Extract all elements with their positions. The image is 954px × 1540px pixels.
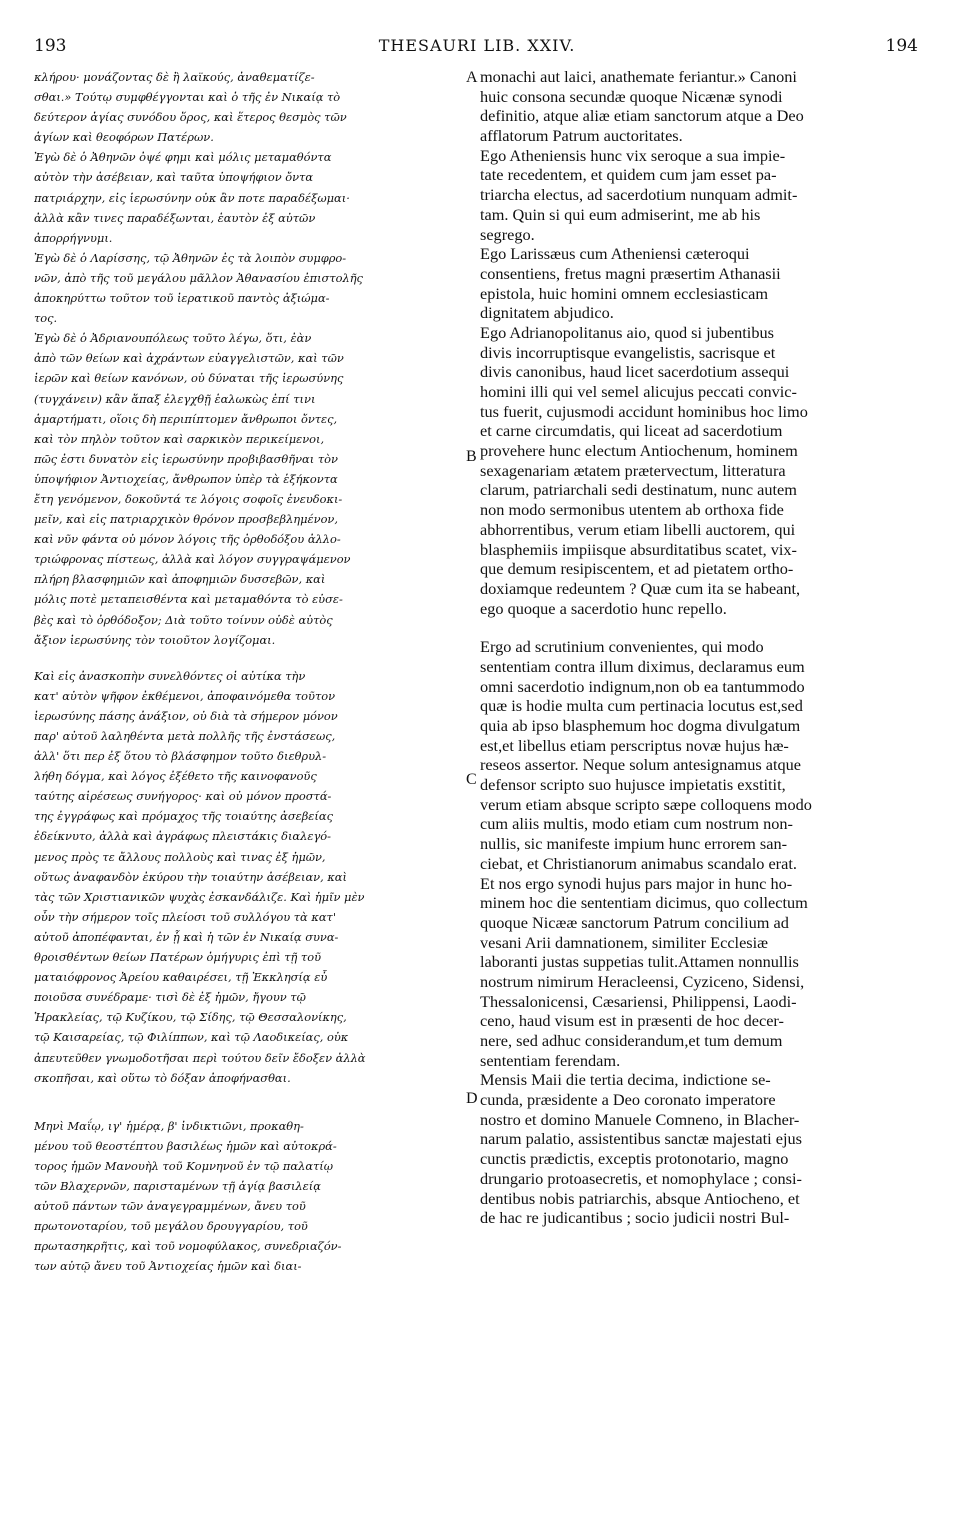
latin-text-line: Ego Atheniensis hunc vix seroque a sua impie- — [480, 145, 786, 165]
latin-text-line: non modo sermonibus utentem ab orthoxa fide — [480, 500, 784, 520]
greek-text-line: ἐδείκνυτο, ἀλλὰ καὶ ἀγράφως πλειστάκις διαλεγό- — [34, 829, 331, 844]
latin-text-line: Ego Larissæus cum Atheniensi cæteroqui — [480, 244, 750, 264]
latin-text-line: huic consona secundæ quoque Nicænæ synodi — [480, 86, 783, 106]
greek-text-line: Ἐγὼ δὲ ὁ Ἀθηνῶν ὀψέ φημι καὶ μόλις μεταμαθόντα — [34, 150, 332, 165]
latin-text-line: definitio, atque aliæ etiam sanctorum atque a Deo — [480, 106, 804, 126]
latin-text-line: laboranti justas suppetias tulit.Attamen nonnullis — [480, 952, 799, 972]
latin-text-line: reseos assertor. Neque solum antesignamus atque — [480, 755, 802, 775]
greek-text-line: πλήρη βλασφημιῶν καὶ ἀποφημιῶν δυσσεβῶν, καὶ — [34, 572, 326, 587]
greek-text-line: Ἐγὼ δὲ ὁ Ἀδριανουπόλεως τοῦτο λέγω, ὅτι, ἐὰν — [34, 331, 312, 346]
latin-text-line: minem hoc die sententiam dicimus, quo collectum — [480, 893, 808, 913]
latin-text-line: Mensis Maii die tertia decima, indictione se- — [480, 1070, 771, 1090]
greek-text-line: Ἐγὼ δὲ ὁ Λαρίσσης, τῷ Ἀθηνῶν ἐς τὰ λοιπὸν συμφρο- — [34, 250, 347, 265]
greek-text-line: της ἐγγράφως καὶ πρόμαχος τῆς τοιαύτης ἀσεβείας — [34, 809, 333, 824]
greek-text-line: πατριάρχην, εἰς ἱερωσύνην οὐκ ἂν ποτε παραδέξωμαι· — [34, 190, 350, 205]
greek-text-line: τριώφρονας πίστεως, ἀλλὰ καὶ λόγον συγγραψάμενον — [34, 552, 351, 567]
latin-text-line: blasphemiis impiisque absurditatibus scatet, vix- — [480, 539, 797, 559]
latin-text-line: divis canonibus, haud licet sacerdotium assequi — [480, 362, 790, 382]
latin-text-line: Et nos ergo synodi hujus pars major in hunc ho- — [480, 873, 793, 893]
greek-text-line: αὐτοῦ πάντων τῶν ἀναγεγραμμένων, ἄνευ τοῦ — [34, 1199, 306, 1214]
greek-text-line: ταύτης αἱρέσεως συνήγορος· καὶ οὐ μόνον προστά- — [34, 789, 332, 804]
latin-text-line: dignitatem abjudico. — [480, 303, 614, 323]
margin-marker-d: D — [466, 1090, 478, 1107]
latin-text-line: nere, sed adhuc considerandum,et tum demum — [480, 1031, 783, 1050]
greek-text-line: μενος πρὸς τε ἄλλους πολλοὺς καὶ τινας ἐξ ἡμῶν, — [34, 849, 326, 864]
greek-text-line: δεύτερον ἁγίας συνόδου ὅρος, καὶ ἕτερος θεσμὸς τῶν — [34, 110, 347, 125]
latin-text-line: que demum resipiscentem, et ad pietatem ortho- — [480, 559, 794, 579]
latin-text-line: abhorrentibus, verum etiam libelli auctorem, qui — [480, 519, 796, 539]
greek-text-line: αὐτὸν τὴν ἀσέβειαν, καὶ ταῦτα ὑποψήφιον ὄντα — [34, 170, 314, 185]
latin-paragraph — [480, 244, 920, 323]
latin-text-line: clarum, patriarchali sedi destinatum, nunc autem — [480, 480, 797, 500]
greek-text-line: ἱερωσύνης πάσης ἀνάξιον, οὐ διὰ τὰ σήμερον μόνον — [34, 708, 338, 723]
right-page-number: 194 — [885, 36, 918, 56]
latin-text-line: dentibus nobis patriarchis, absque Antiocheno, et — [480, 1188, 800, 1208]
greek-text-line: ἀπορρήγνυμι. — [34, 230, 113, 245]
latin-text-line: segrego. — [480, 224, 535, 244]
latin-text-line: consentiens, fretus magni præsertim Athanasii — [480, 263, 781, 283]
greek-text-line: Μηνὶ Μαΐῳ, ιγ' ἡμέρᾳ, β' ἰνδικτιῶνι, προκαθη- — [34, 1118, 304, 1133]
greek-text-line: πῶς ἐστι δυνατὸν εἰς ἱερωσύνην προβιβασθῆναι τὸν — [34, 451, 338, 466]
latin-text-line: Thessalonicensi, Cæsariensi, Philippensi, Laodi- — [480, 991, 797, 1011]
greek-text-line: ἀλλὰ κἂν τινες παραδέξωνται, ἑαυτὸν ἐξ αὐτῶν — [34, 210, 316, 225]
latin-text-line: cunctis prædictis, exceptis protonotario, magno — [480, 1149, 789, 1169]
latin-text-line: provehere hunc electum Antiochenum, hominem — [480, 441, 798, 461]
greek-paragraph — [34, 67, 474, 147]
latin-paragraph — [480, 146, 920, 244]
greek-text-line: νῶν, ἀπὸ τῆς τοῦ μεγάλου μᾶλλον Ἀθανασίου ἐπιστολῆς — [34, 270, 363, 285]
greek-text-line: πρωτονοταρίου, τοῦ μεγάλου δρουγγαρίου, τοῦ — [34, 1219, 308, 1234]
latin-text-line: tam. Quin si qui eum admiserint, me ab his — [480, 204, 761, 224]
latin-paragraph — [480, 637, 920, 1070]
greek-text-line: οὖν τὴν σήμερον τοῖς πλείοσι τοῦ συλλόγου τὰ κατ' — [34, 909, 336, 924]
latin-text-line: cunda, præsidente a Deo coronato imperatore — [480, 1090, 776, 1110]
greek-paragraph — [34, 147, 474, 247]
greek-text-line: ἀπὸ τῶν θείων καὶ ἀχράντων εὐαγγελιστῶν, καὶ τῶν — [34, 351, 344, 366]
latin-text-line: Ego Adrianopolitanus aio, quod si jubentibus — [480, 322, 774, 342]
latin-text-line: ego quoque a sacerdotio hunc repello. — [480, 598, 727, 618]
latin-text-line: nostrum nimirum Heracleensi, Cyziceno, Sidensi, — [480, 971, 805, 991]
latin-text-line: sententiam ferendam. — [480, 1050, 621, 1070]
greek-text-line: ἀπευτεῦθεν γνωμοδοτῆσαι περὶ τούτου δεῖν ἔδοξεν ἀλλὰ — [34, 1050, 366, 1065]
greek-text-line: ὑποψήφιον Ἀντιοχείας, ἄνθρωπον ὑπὲρ τὰ ἑξήκοντα — [34, 471, 338, 486]
page-header — [0, 36, 954, 58]
running-title: THESAURI LIB. XXIV. — [378, 36, 576, 55]
greek-text-line: βὲς καὶ τὸ ὀρθόδοξον; Διὰ τοῦτο τοίνυν οὐδὲ αὐτὸς — [34, 612, 333, 627]
greek-text-line: ἀποκηρύττω τοῦτον τοῦ ἱερατικοῦ παντὸς ἀξιώμα- — [34, 291, 330, 306]
latin-paragraph — [480, 1070, 920, 1228]
greek-text-line: (τυγχάνειν) κἂν ἅπαξ ἐλεγχθῇ ἑαλωκὼς ἐπί τινι — [34, 391, 316, 406]
greek-column — [34, 67, 474, 1276]
paragraph-gap — [34, 650, 474, 666]
latin-text-line: de hac re judicantibus ; socio judicii nostri Bul- — [480, 1208, 790, 1228]
greek-text-line: σκοπῆσαι, καὶ οὕτω τὸ δόξαν ἀποφήνασθαι. — [34, 1070, 291, 1085]
latin-text-line: afflatorum Patrum auctoritates. — [480, 126, 683, 146]
greek-text-line: παρ' αὐτοῦ λαληθέντα μετὰ πολλῆς τῆς ἐνστάσεως, — [34, 729, 336, 743]
greek-text-line: λήθη δόγμα, καὶ λόγος ἐξέθετο τῆς καινοφανοῦς — [34, 769, 317, 784]
latin-text-line: nullis, sic manifeste impium hunc errorem san- — [480, 834, 788, 854]
latin-text-line: quæ is hodie multa cum pertinacia locutus est,sed — [480, 696, 803, 716]
latin-text-line: sententiam contra illum diximus, declaramus eum — [480, 656, 805, 676]
greek-text-line: οὕτως ἀναφανδὸν ἐκύρου τὴν τοιαύτην ἀσέβειαν, καὶ — [34, 869, 347, 884]
greek-text-line: Ἡρακλείας, τῷ Κυζίκου, τῷ Σίδης, τῷ Θεσσαλονίκης, — [34, 1010, 347, 1025]
greek-text-line: πρωτασηκρῆτις, καὶ τοῦ νομοφύλακος, συνεδριαζόν- — [34, 1239, 342, 1254]
latin-text-line: doxiamque redeuntem ? Quæ cum ita se habeant, — [480, 578, 801, 598]
greek-text-line: αὐτοῦ ἀποπέφανται, ἐν ᾗ καὶ ἡ τῶν ἐν Νικαίᾳ συνα- — [34, 929, 339, 944]
latin-text-line: homini illi qui vel semel alicujus peccati convic- — [480, 382, 797, 401]
greek-text-line: τὰς τῶν Χριστιανικῶν ψυχὰς ἐσκανδάλιζε. Καὶ ἡμῖν μὲν — [34, 889, 365, 904]
latin-paragraph — [480, 323, 920, 618]
latin-text-line: et carne circumdatis, qui liceat ad sacerdotium — [480, 421, 783, 441]
latin-text-line: triarcha electus, ad sacerdotium nunquam admit- — [480, 185, 798, 205]
greek-text-line: τος. — [34, 311, 58, 326]
latin-text-line: narum palatio, assistentibus sanctæ majestati ejus — [480, 1129, 802, 1149]
greek-text-line: τορος ἡμῶν Μανουὴλ τοῦ Κομνηνοῦ ἐν τῷ παλατίῳ — [34, 1158, 334, 1173]
greek-text-line: ἁγίων καὶ θεοφόρων Πατέρων. — [34, 130, 214, 145]
greek-paragraph — [34, 1116, 474, 1277]
latin-text-line: est,et libellus etiam perscriptus novæ hujus hæ- — [480, 735, 789, 755]
greek-text-line: σθαι.» Τούτῳ συμφθέγγονται καὶ ὁ τῆς ἐν Νικαίᾳ τὸ — [34, 90, 341, 105]
margin-marker-c: C — [466, 771, 477, 788]
margin-marker-a: A — [466, 69, 478, 86]
greek-text-line: ἔτη γενόμενον, δοκοῦντά τε λόγοις σοφοῖς ἐνευδοκι- — [34, 491, 343, 506]
greek-text-line: ἀλλ' ὅτι περ ἐξ ὅτου τὸ βλάσφημον τοῦτο διεθρυλ- — [34, 749, 327, 764]
latin-text-line: ceno, haud visum est in præsenti de hoc decer- — [480, 1011, 784, 1031]
greek-text-line: καὶ νῦν φάντα οὐ μόνον λόγοις τῆς ὀρθοδόξου ἀλλο- — [34, 532, 341, 547]
latin-text-line: quoque Nicææ sanctorum Patrum concilium ad — [480, 912, 789, 932]
margin-marker-b: B — [466, 448, 477, 465]
greek-paragraph — [34, 666, 474, 1088]
latin-text-line: omni sacerdotio indignum,non ob ea tantummodo — [480, 676, 805, 696]
latin-text-line: quia ab ipso blasphemum hoc dogma divulgatum — [480, 716, 801, 735]
latin-text-line: sexagenariam ætatem prætervectum, litteratura — [480, 460, 786, 480]
greek-text-line: ἱερῶν καὶ θείων κανόνων, οὐ δύναται τῆς ἱερωσύνης — [34, 371, 344, 386]
latin-text-line: divis incorruptisque evangelistis, sacrisque et — [480, 342, 776, 362]
latin-text-line: ciebat, et Christianorum animabus scandalo erat. — [480, 853, 797, 873]
latin-text-line: Ergo ad scrutinium convenientes, qui modo — [480, 637, 764, 657]
greek-paragraph — [34, 248, 474, 328]
latin-text-line: cum aliis multis, modo etiam cum nostrum non- — [480, 814, 793, 834]
greek-text-line: θροισθέντων θείων Πατέρων ὁμήγυρις ἐπὶ τῇ τοῦ — [34, 950, 322, 965]
greek-text-line: μόλις ποτὲ μεταπεισθέντα καὶ μεταμαθόντα τὸ εὐσε- — [34, 592, 343, 607]
greek-text-line: κλήρου· μονάζοντας δὲ ἢ λαϊκούς, ἀναθεματίζε- — [34, 70, 315, 84]
greek-text-line: ματαιόφρονος Ἀρείου καθαιρέσει, τῇ Ἐκκλησίᾳ εὖ — [34, 970, 328, 985]
greek-text-line: ἄξιον ἱερωσύνης τὸν τοιοῦτον λογίζομαι. — [34, 632, 276, 647]
latin-column — [480, 67, 920, 1228]
latin-text-line: vesani Arii damnationem, similiter Ecclesiæ — [480, 932, 769, 952]
paragraph-gap — [34, 1088, 474, 1116]
latin-text-line: epistola, huic homini omnem ecclesiasticam — [480, 283, 769, 303]
latin-text-line: tate recedentem, et quidem cum jam esset pa- — [480, 165, 777, 185]
greek-text-line: τῷ Καισαρείας, τῷ Φιλίππων, καὶ τῷ Λαοδικείας, οὐκ — [34, 1030, 349, 1045]
latin-text-line: monachi aut laici, anathemate feriantur.» Canoni — [480, 67, 797, 86]
greek-text-line: μένου τοῦ θεοστέπτου βασιλέως ἡμῶν καὶ αὐτοκρά- — [34, 1138, 337, 1153]
greek-text-line: Καὶ εἰς ἀνασκοπὴν συνελθόντες οἱ αὐτίκα τὴν — [34, 668, 306, 683]
greek-text-line: των αὐτῷ ἄνευ τοῦ Ἀντιοχείας ἡμῶν καὶ διαι- — [34, 1259, 302, 1274]
latin-text-line: verum etiam absque scripto sæpe colloquens modo — [480, 794, 812, 814]
greek-text-line: κατ' αὐτὸν ψῆφον ἐκθέμενοι, ἀποφαινόμεθα τοῦτον — [34, 688, 336, 703]
greek-text-line: καὶ τὸν πηλὸν τοῦτον καὶ σαρκικὸν περικείμενοι, — [34, 431, 325, 446]
latin-paragraph — [480, 67, 920, 146]
paragraph-gap — [480, 618, 920, 637]
greek-paragraph — [34, 328, 474, 650]
left-page-number: 193 — [34, 36, 67, 56]
latin-text-line: defensor scripto suo hujusce impietatis exstitit, — [480, 775, 786, 795]
latin-text-line: drungario protoasecretis, et nomophylace ; consi- — [480, 1168, 802, 1188]
latin-text-line: tus fuerit, cujusmodi accidunt hominibus hoc limo — [480, 401, 808, 421]
greek-text-line: ἁμαρτήματι, οἵοις δὴ περιπίπτομεν ἄνθρωποι ὄντες, — [34, 411, 338, 426]
greek-text-line: ποιοῦσα συνέδραμε· τισὶ δὲ ἐξ ἡμῶν, ἤγουν τῷ — [34, 990, 306, 1005]
greek-text-line: τῶν Βλαχερνῶν, παρισταμένων τῇ ἁγίᾳ βασιλείᾳ — [34, 1178, 321, 1193]
latin-text-line: nostro et domino Manuele Comneno, in Blacher- — [480, 1109, 800, 1129]
greek-text-line: μεῖν, καὶ εἰς πατριαρχικὸν θρόνον προσβεβλημένον, — [34, 512, 338, 527]
